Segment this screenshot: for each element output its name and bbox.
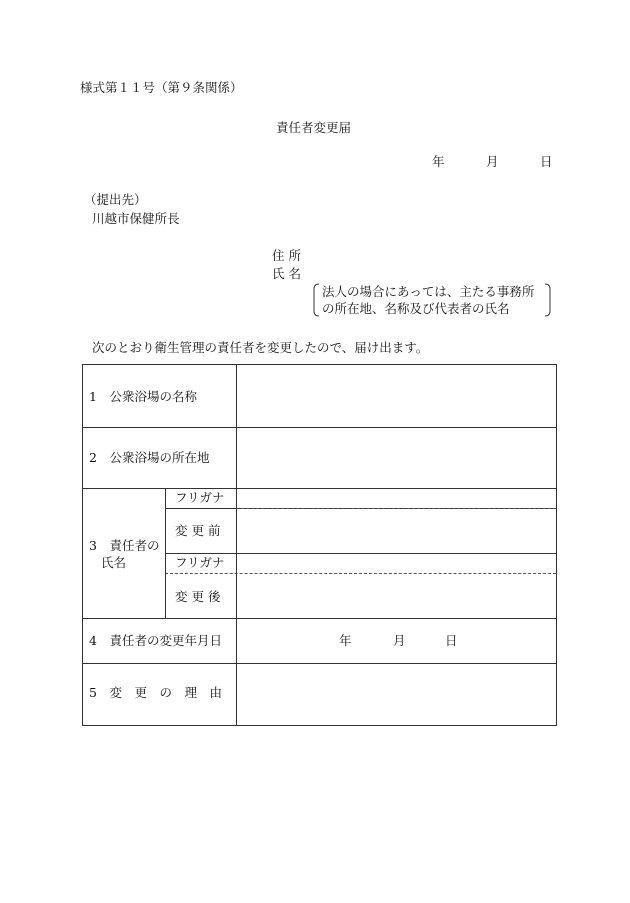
corporation-note bbox=[312, 283, 552, 317]
row-divider bbox=[83, 663, 556, 664]
right-brace-icon bbox=[544, 283, 552, 317]
change-date-label: 4 責任者の変更年月日 bbox=[89, 633, 222, 648]
public-bath-name-label: 1 公衆浴場の名称 bbox=[89, 389, 197, 404]
column-divider bbox=[165, 488, 166, 618]
row-divider bbox=[83, 618, 556, 619]
recipient-name: 川越市保健所長 bbox=[92, 211, 180, 226]
furigana-divider bbox=[165, 573, 556, 574]
row-divider bbox=[83, 427, 556, 428]
recipient-label: （提出先） bbox=[84, 192, 147, 207]
document-title: 責任者変更届 bbox=[276, 120, 352, 135]
manager-name-label: 3 責任者の bbox=[89, 538, 160, 553]
corporation-note-line1: 法人の場合にあっては、主たる事務所 bbox=[322, 284, 535, 299]
change-reason-label: 5 変 更 の 理 由 bbox=[89, 685, 222, 700]
after-change-label: 変 更 後 bbox=[175, 589, 221, 604]
applicant-name-label: 氏 名 bbox=[272, 266, 301, 281]
applicant-address-label: 住 所 bbox=[272, 248, 301, 263]
row-divider bbox=[83, 488, 556, 489]
change-date-year: 年 bbox=[339, 633, 352, 648]
column-divider bbox=[236, 365, 237, 726]
notification-form-table bbox=[82, 364, 557, 726]
form-number: 様式第１１号（第９条関係） bbox=[80, 80, 243, 95]
change-date-month: 月 bbox=[393, 633, 406, 648]
before-change-label: 変 更 前 bbox=[175, 523, 221, 538]
corporation-note-line2: の所在地、名称及び代表者の氏名 bbox=[322, 301, 510, 316]
intro-statement: 次のとおり衛生管理の責任者を変更したので、届け出ます。 bbox=[92, 340, 429, 355]
furigana-divider bbox=[236, 508, 556, 509]
date-month-label: 月 bbox=[486, 154, 499, 169]
furigana-label-after: フリガナ bbox=[175, 555, 225, 570]
left-brace-icon bbox=[312, 283, 320, 317]
public-bath-address-label: 2 公衆浴場の所在地 bbox=[89, 450, 210, 465]
date-day-label: 日 bbox=[540, 154, 553, 169]
date-year-label: 年 bbox=[432, 154, 445, 169]
row-divider bbox=[165, 553, 556, 554]
manager-name-label-cont: 氏名 bbox=[101, 555, 127, 570]
furigana-label-before: フリガナ bbox=[175, 490, 225, 505]
change-date-day: 日 bbox=[445, 633, 458, 648]
